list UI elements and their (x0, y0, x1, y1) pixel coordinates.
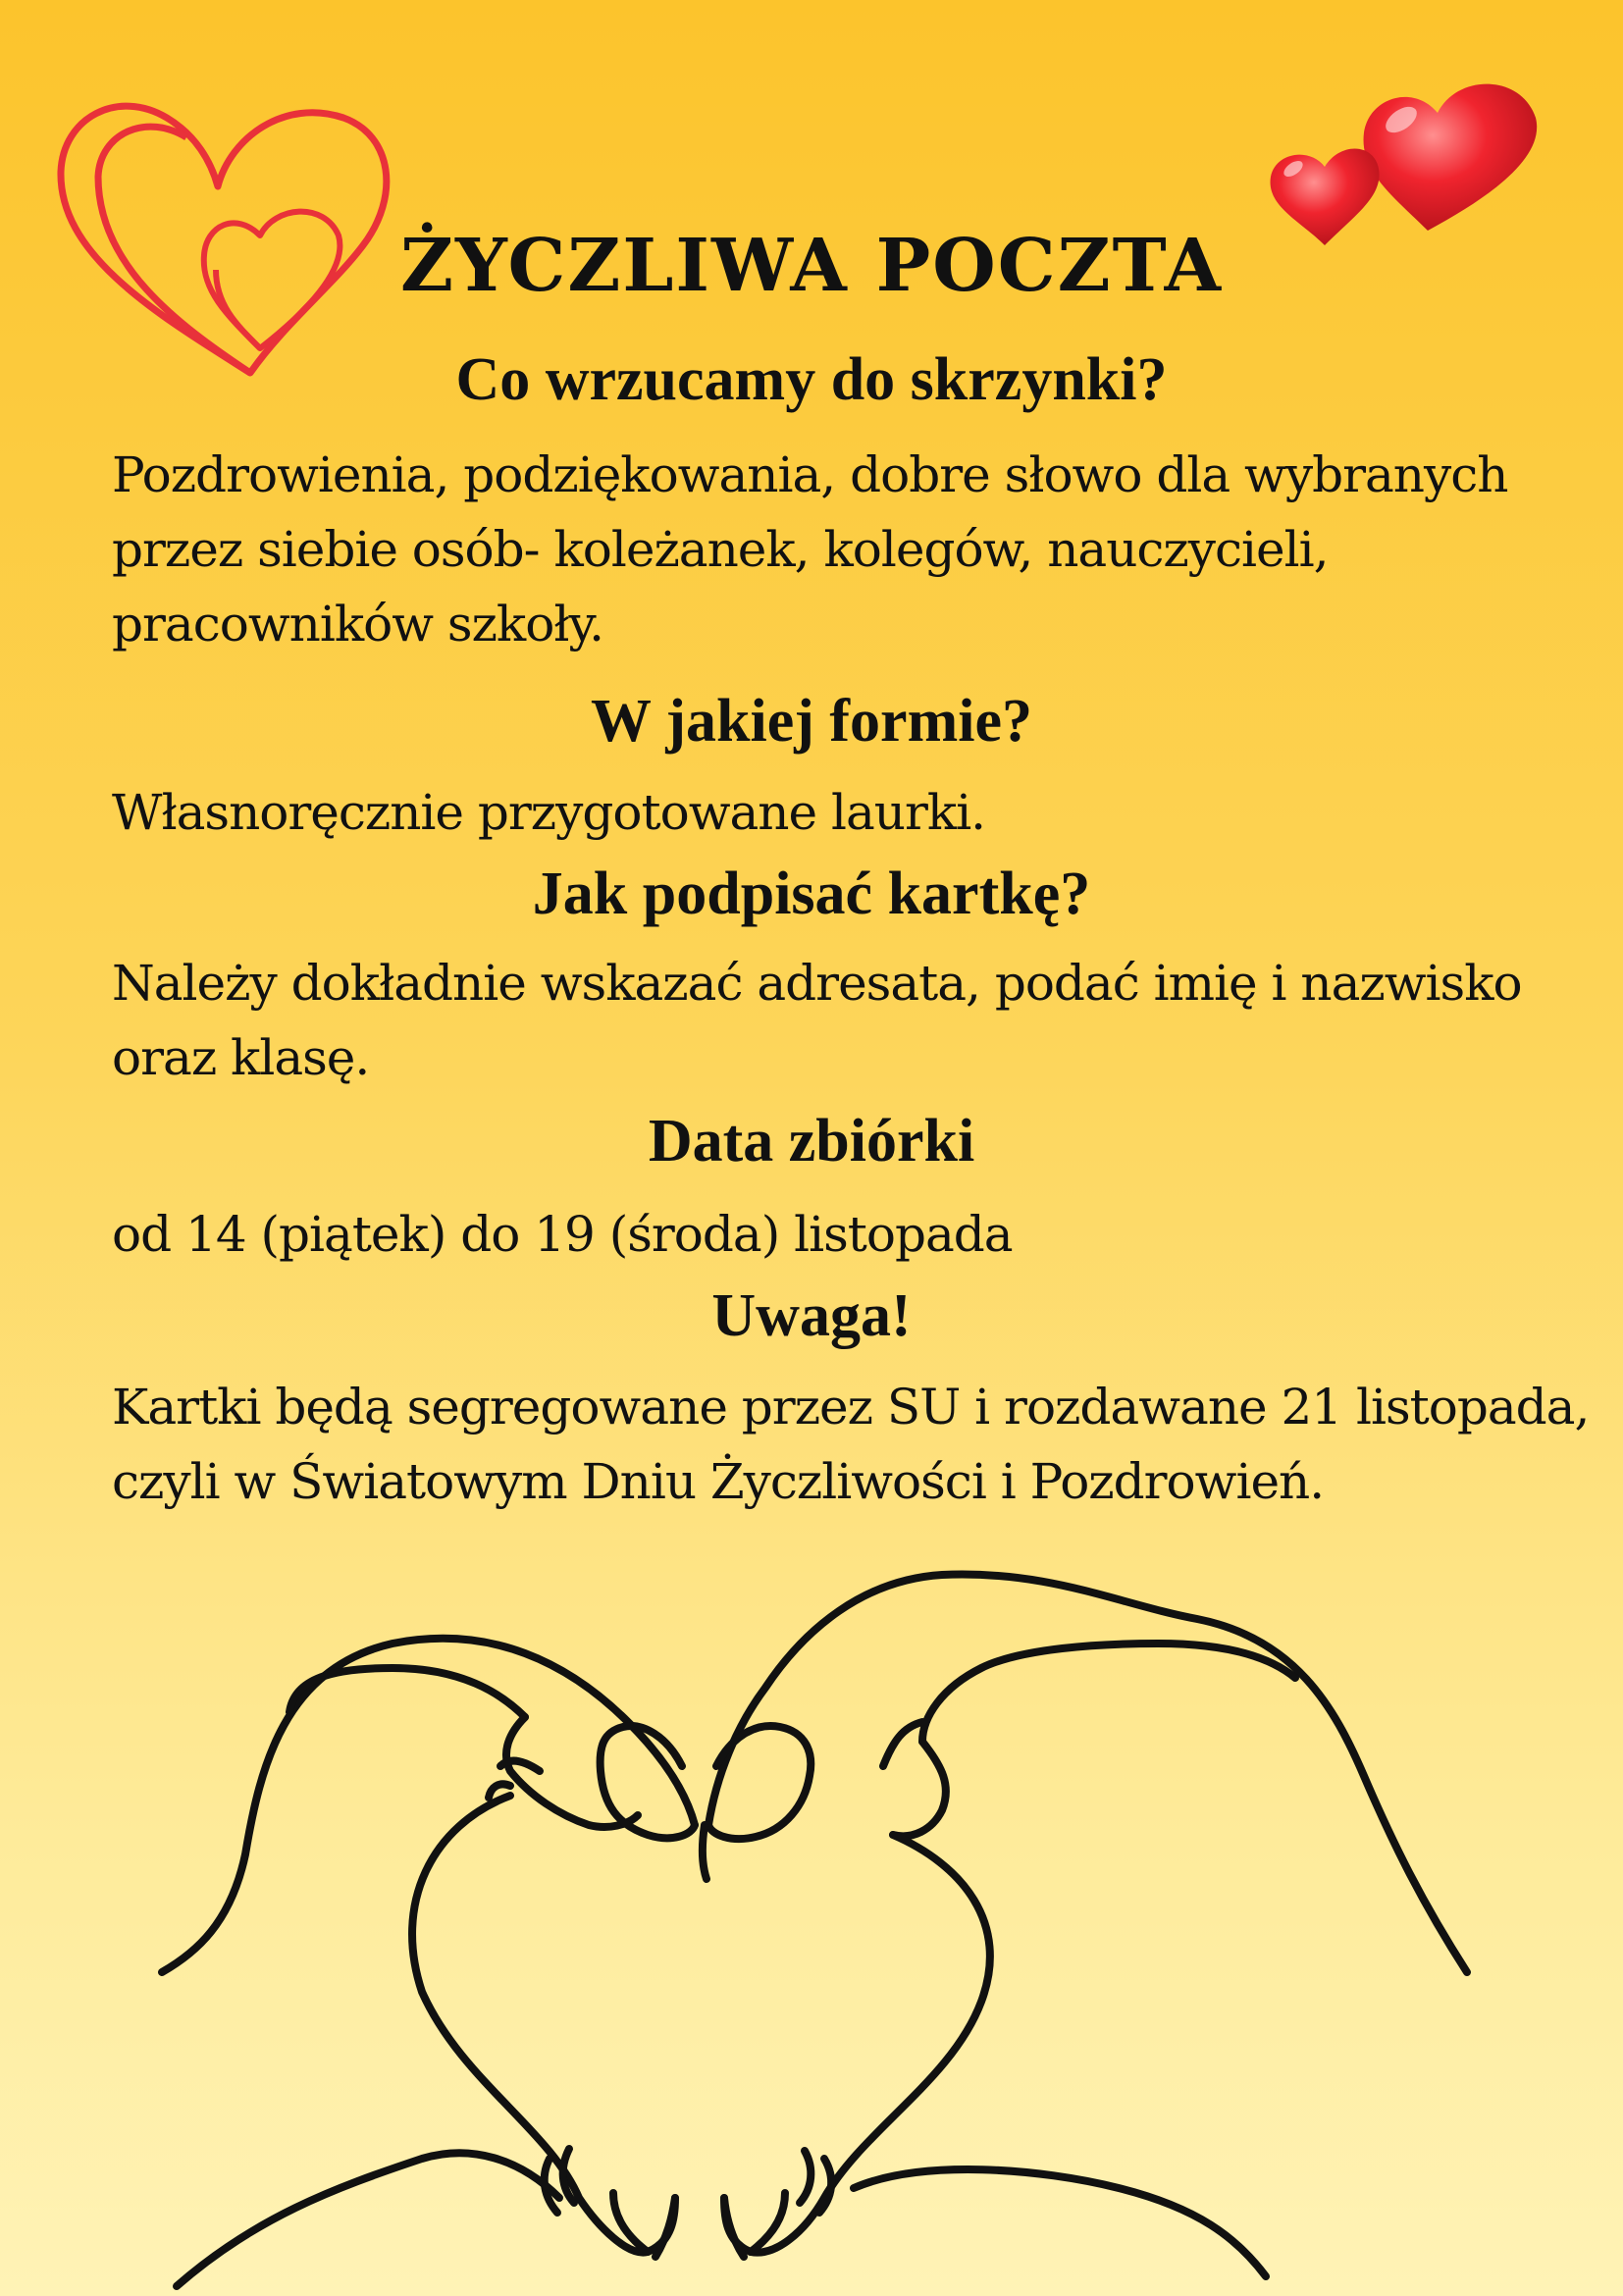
section-heading-date: Data zbiórki (648, 1108, 975, 1174)
body-line: Należy dokładnie wskazać adresata, podać imię i nazwisko (112, 955, 1522, 1012)
page-title: ŻYCZLIWA POCZTA (399, 224, 1224, 308)
body-line: czyli w Światowym Dniu Życzliwości i Pozdrowień. (112, 1453, 1325, 1510)
body-line: od 14 (piątek) do 19 (środa) listopada (112, 1206, 1013, 1263)
section-body-note (112, 1370, 1590, 1519)
section-body-date (112, 1197, 1584, 1272)
section-body-what (112, 438, 1584, 661)
section-body-sign (112, 946, 1584, 1095)
section-body-form (112, 775, 1584, 850)
body-line: Pozdrowienia, podziękowania, dobre słowo dla wybranych (112, 446, 1508, 503)
section-heading-note: Uwaga! (711, 1282, 912, 1349)
body-line: oraz klasę. (112, 1029, 370, 1086)
section-heading-sign: Jak podpisać kartkę? (532, 861, 1091, 927)
body-line: pracowników szkoły. (112, 596, 604, 652)
body-line: Kartki będą segregowane przez SU i rozdawane 21 listopada, (112, 1379, 1590, 1435)
section-heading-form: W jakiej formie? (591, 688, 1032, 755)
hands-heart-icon (137, 1531, 1492, 2296)
section-heading-what: Co wrzucamy do skrzynki? (455, 346, 1168, 413)
body-line: Własnoręcznie przygotowane laurki. (112, 784, 986, 841)
body-line: przez siebie osób- koleżanek, kolegów, nauczycieli, (112, 521, 1329, 578)
